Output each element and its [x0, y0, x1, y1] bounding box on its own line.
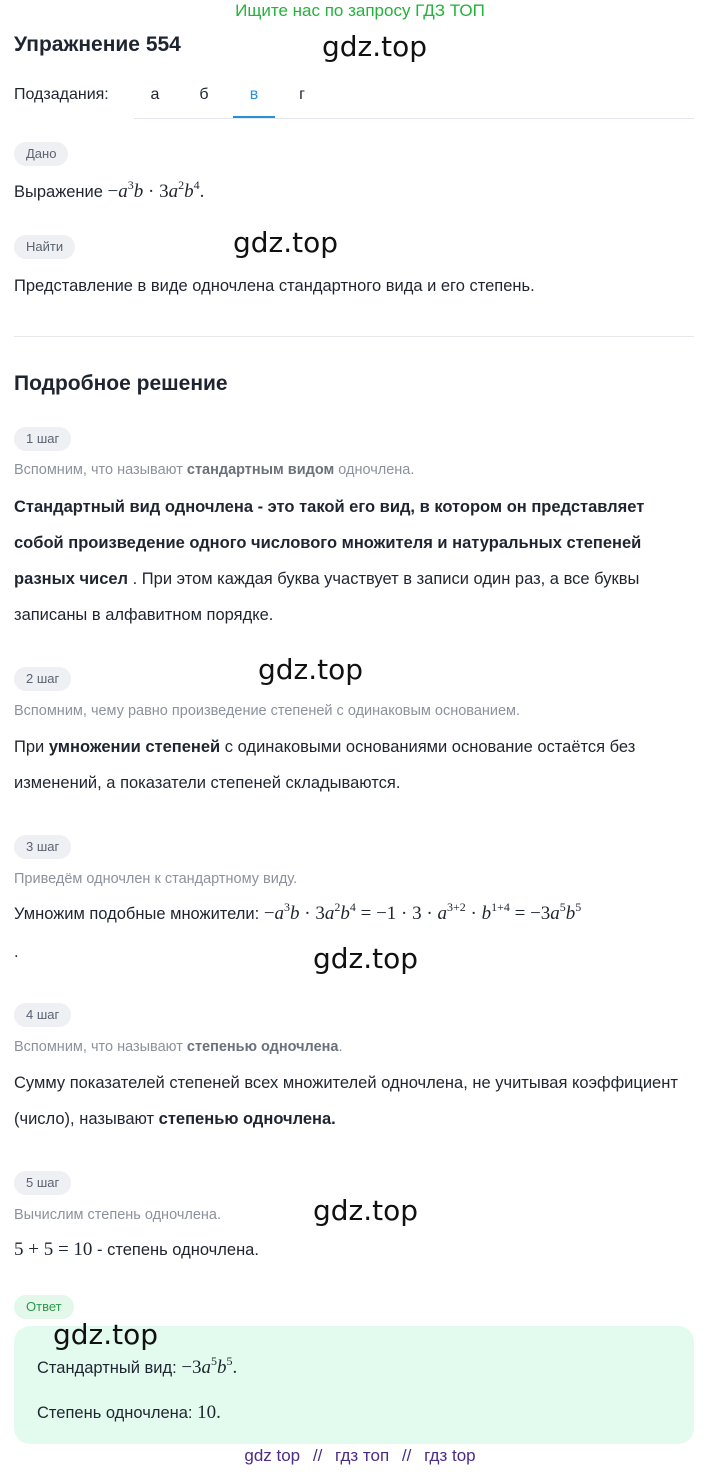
given-label: Выражение — [14, 183, 103, 201]
subtasks-label: Подзадания: — [14, 86, 109, 103]
tab-v[interactable]: в — [233, 86, 275, 118]
step-5-text — [14, 1232, 259, 1268]
step-2-hint: Вспомним, чему равно произведение степеней с одинаковым основанием. — [14, 703, 521, 719]
find-text: Представление в виде одночлена стандартного вида и его степень. — [14, 277, 535, 295]
step-5-hint: Вычислим степень одночлена. — [14, 1207, 221, 1223]
given-expression: $-a^3b \cdot 3a^2b^4$. — [107, 178, 205, 202]
footer-link-2[interactable]: гдз топ — [335, 1446, 390, 1465]
footer-link-1[interactable]: gdz top — [244, 1446, 301, 1465]
given-section — [14, 142, 68, 166]
step-4-pre: Сумму показателей степеней всех множителей одночлена, не учитывая коэффициент (число), называют — [14, 1074, 678, 1128]
step-1-definition: Стандартный вид одночлена - это такой его вид, в котором он представляет собой произведение одного числового множителя и натуральных степеней разных чисел — [14, 498, 645, 588]
step-5-label: - степень одночлена. — [92, 1241, 259, 1259]
step-3-expression: $-a^3b \cdot 3a^2b^4 = -1 \cdot 3 \cdot a^{3+2} \cdot b^{1+4} = -3a^5b^5$ — [263, 900, 582, 924]
step-1-text — [14, 489, 694, 633]
page-title: Упражнение 554 — [14, 33, 181, 56]
answer-badge: Ответ — [14, 1295, 74, 1319]
footer-link-3[interactable]: гдз top — [424, 1446, 476, 1465]
answer-line-1 — [37, 1350, 237, 1386]
answer-degree-label: Степень одночлена: — [37, 1404, 198, 1422]
answer-standard-label: Стандартный вид: — [37, 1359, 182, 1377]
step-4-hint-post: . — [338, 1039, 343, 1055]
step-5-badge: 5 шаг — [14, 1171, 71, 1195]
step-1-badge: 1 шаг — [14, 427, 71, 451]
step-4-hint-pre: Вспомним, что называют — [14, 1039, 187, 1055]
step-2-badge-wrap — [14, 667, 71, 691]
step-4-hint — [14, 1039, 343, 1055]
step-3-tail: . — [14, 943, 19, 961]
step-3-text — [14, 896, 704, 932]
tab-a[interactable]: а — [150, 86, 160, 103]
answer-badge-wrap — [14, 1295, 74, 1319]
footer-separator: // — [312, 1446, 323, 1465]
given-text — [14, 174, 204, 210]
step-2-post: с одинаковыми основаниями основание остаётся без изменений, а показатели степеней складываются. — [14, 738, 636, 792]
step-1-hint-bold: стандартным видом — [186, 462, 335, 478]
watermark: gdz.top — [258, 653, 364, 686]
footer-links — [0, 1446, 720, 1466]
step-2-badge: 2 шаг — [14, 667, 71, 691]
step-1-explanation: . При этом каждая буква участвует в записи один раз, а все буквы записаны в алфавитном порядке. — [14, 570, 640, 624]
divider — [14, 336, 694, 337]
step-2-pre: При — [14, 738, 49, 756]
answer-degree-value: 10. — [197, 1402, 221, 1423]
step-4-badge-wrap — [14, 1003, 71, 1027]
step-4-bold: степенью одночлена. — [158, 1110, 336, 1128]
step-2-text — [14, 729, 694, 801]
step-3-hint: Приведём одночлен к стандартному виду. — [14, 871, 298, 887]
find-section — [14, 235, 75, 259]
step-3-badge: 3 шаг — [14, 835, 71, 859]
step-1-hint — [14, 462, 414, 478]
step-4-hint-bold: степенью одночлена — [186, 1039, 339, 1055]
answer-line-2 — [37, 1395, 221, 1431]
step-1-hint-post: одночлена. — [334, 462, 415, 478]
step-1-hint-pre: Вспомним, что называют — [14, 462, 187, 478]
footer-separator: // — [401, 1446, 412, 1465]
answer-standard-value: $-3a^5b^5$. — [181, 1354, 238, 1378]
step-3-label: Умножим подобные множители: — [14, 905, 264, 923]
find-badge: Найти — [14, 235, 75, 259]
promo-banner[interactable]: Ищите нас по запросу ГДЗ ТОП — [235, 1, 485, 20]
watermark: gdz.top — [313, 942, 419, 975]
watermark: gdz.top — [53, 1318, 159, 1351]
step-5-badge-wrap — [14, 1171, 71, 1195]
given-badge: Дано — [14, 142, 68, 166]
tab-b[interactable]: б — [199, 86, 209, 103]
solution-title: Подробное решение — [14, 372, 228, 395]
step-1-badge-wrap — [14, 427, 71, 451]
step-5-expression: 5 + 5 = 10 — [14, 1239, 93, 1260]
watermark: gdz.top — [313, 1194, 419, 1227]
step-3-badge-wrap — [14, 835, 71, 859]
watermark: gdz.top — [322, 30, 428, 63]
step-2-bold: умножении степеней — [48, 738, 221, 756]
step-4-badge: 4 шаг — [14, 1003, 71, 1027]
subtasks-tabs — [134, 86, 694, 119]
watermark: gdz.top — [233, 226, 339, 259]
step-4-text — [14, 1065, 694, 1137]
tab-g[interactable]: г — [299, 86, 305, 103]
